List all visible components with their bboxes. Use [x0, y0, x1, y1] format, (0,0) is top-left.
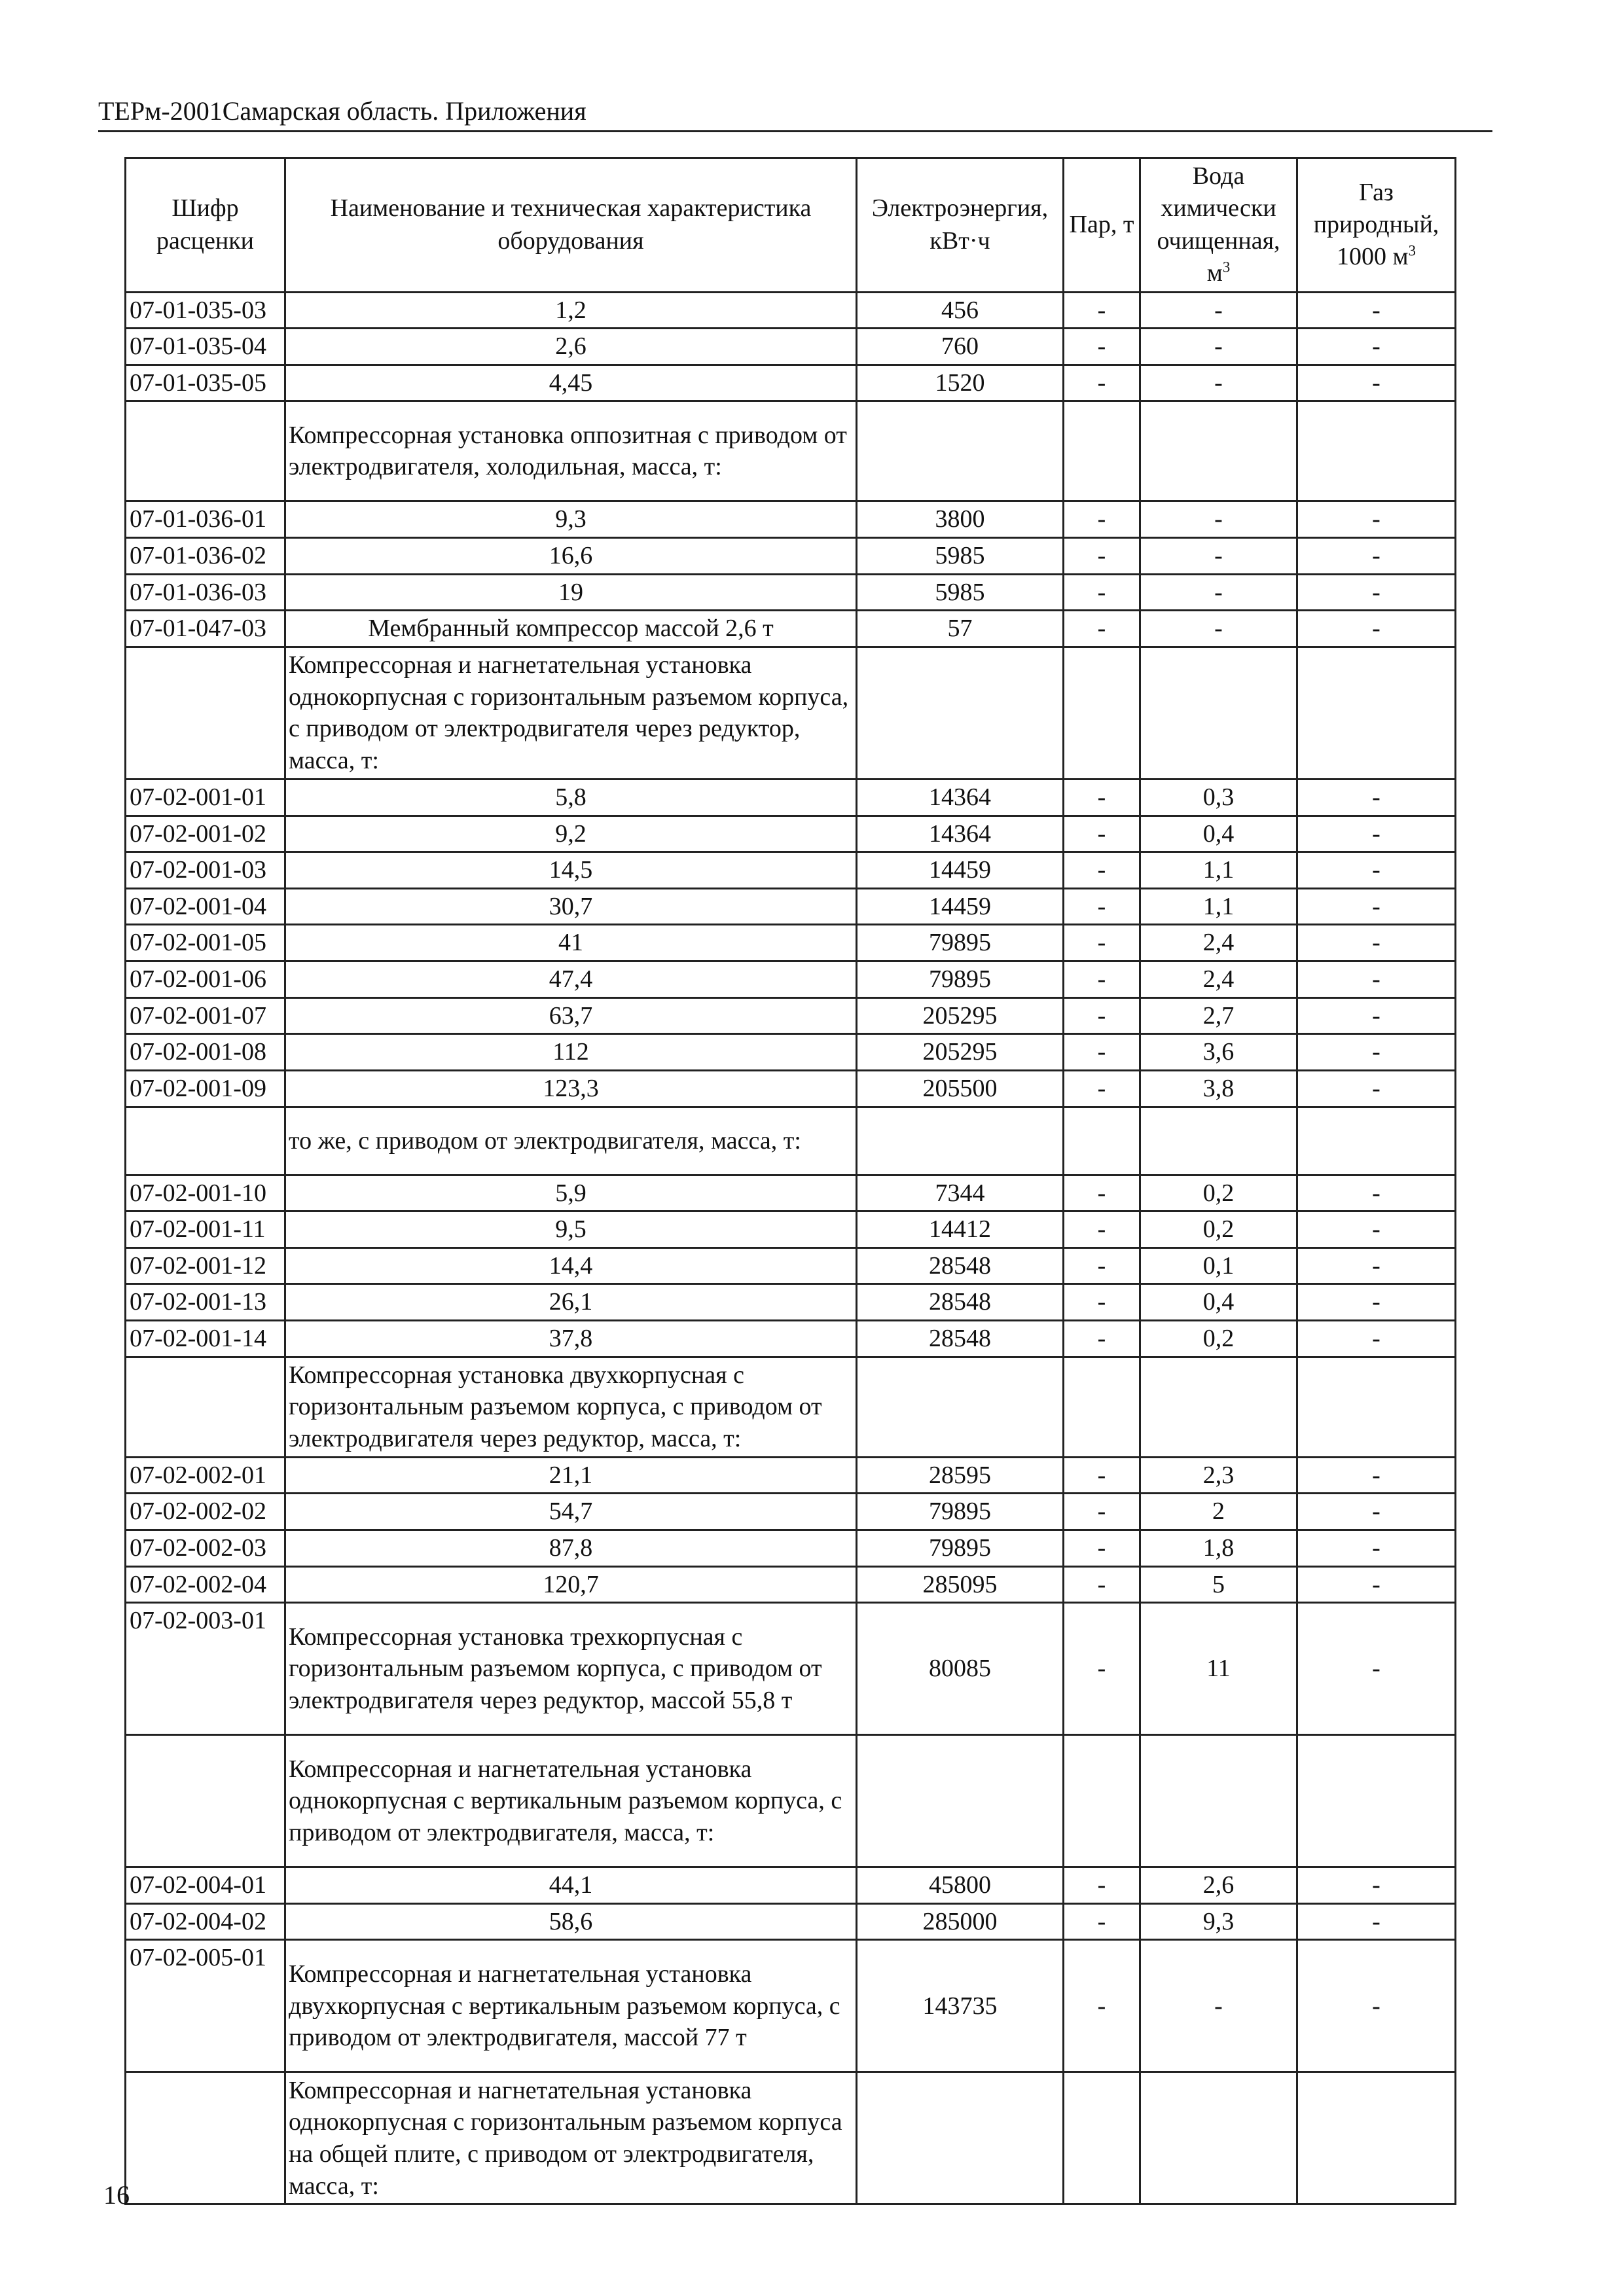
table-body: [126, 292, 1456, 2204]
group-description: Компрессорная установка двухкорпусная с горизонтальным разъемом корпуса, с приводом от электродвигателя через редуктор, масса, т:: [285, 1357, 857, 1457]
cell-gas: -: [1297, 852, 1456, 889]
cell-name: 2,6: [285, 329, 857, 365]
cell-water: 0,4: [1140, 816, 1297, 852]
cell-electricity: 5985: [857, 574, 1064, 611]
cell-electricity: 1520: [857, 365, 1064, 401]
table-row: [126, 925, 1456, 961]
cell-electricity: 285095: [857, 1566, 1064, 1603]
cell-gas: -: [1297, 1457, 1456, 1494]
cell-name: 19: [285, 574, 857, 611]
empty-cell: [1297, 647, 1456, 779]
empty-cell: [857, 647, 1064, 779]
cell-water: 0,2: [1140, 1321, 1297, 1357]
table-row: [126, 1903, 1456, 1940]
header-gas: [1297, 158, 1456, 293]
empty-cell: [1140, 1357, 1297, 1457]
cell-code: 07-02-002-01: [126, 1457, 285, 1494]
cell-water: 3,8: [1140, 1070, 1297, 1107]
header-water-label: Вода химически очищенная, м: [1157, 162, 1280, 287]
cell-electricity: 3800: [857, 501, 1064, 538]
table-row: [126, 1603, 1456, 1735]
table-row: [126, 574, 1456, 611]
cell-electricity: 57: [857, 611, 1064, 647]
cell-name: 14,4: [285, 1247, 857, 1284]
cell-gas: -: [1297, 365, 1456, 401]
cell-gas: -: [1297, 1034, 1456, 1071]
cell-gas: -: [1297, 1175, 1456, 1211]
cell-name: 9,2: [285, 816, 857, 852]
cell-code: 07-01-035-03: [126, 292, 285, 329]
cell-gas: -: [1297, 1070, 1456, 1107]
cell-water: 2,6: [1140, 1867, 1297, 1904]
cell-code: 07-02-001-11: [126, 1211, 285, 1248]
cell-gas: -: [1297, 1603, 1456, 1735]
cell-water: 1,1: [1140, 888, 1297, 925]
cell-gas: -: [1297, 1211, 1456, 1248]
cell-electricity: 205295: [857, 1034, 1064, 1071]
cell-steam: -: [1064, 538, 1140, 575]
empty-cell: [126, 1735, 285, 1867]
cell-electricity: 205500: [857, 1070, 1064, 1107]
cell-code: 07-02-001-02: [126, 816, 285, 852]
cell-steam: -: [1064, 1530, 1140, 1566]
table-group-row: [126, 2072, 1456, 2204]
table-group-row: [126, 401, 1456, 501]
cell-code: 07-02-001-08: [126, 1034, 285, 1071]
cell-name: 26,1: [285, 1284, 857, 1321]
cell-steam: -: [1064, 925, 1140, 961]
empty-cell: [1064, 647, 1140, 779]
cell-electricity: 14364: [857, 779, 1064, 816]
cell-code: 07-02-001-12: [126, 1247, 285, 1284]
table-row: [126, 365, 1456, 401]
empty-cell: [1297, 1357, 1456, 1457]
empty-cell: [1140, 647, 1297, 779]
table-row: [126, 538, 1456, 575]
empty-cell: [1064, 1107, 1140, 1175]
empty-cell: [1064, 1735, 1140, 1867]
cell-gas: -: [1297, 501, 1456, 538]
table-row: [126, 1494, 1456, 1530]
cell-water: -: [1140, 292, 1297, 329]
page-header-title: ТЕРм-2001Самарская область. Приложения: [98, 96, 586, 126]
cell-electricity: 28548: [857, 1321, 1064, 1357]
empty-cell: [1297, 401, 1456, 501]
cell-steam: -: [1064, 329, 1140, 365]
cell-electricity: 760: [857, 329, 1064, 365]
cell-steam: -: [1064, 1903, 1140, 1940]
cell-code: 07-02-002-04: [126, 1566, 285, 1603]
cell-electricity: 14412: [857, 1211, 1064, 1248]
cell-name: 58,6: [285, 1903, 857, 1940]
cell-name: 4,45: [285, 365, 857, 401]
cell-steam: -: [1064, 816, 1140, 852]
cell-steam: -: [1064, 997, 1140, 1034]
cell-name: 16,6: [285, 538, 857, 575]
cell-water: -: [1140, 538, 1297, 575]
cell-gas: -: [1297, 1321, 1456, 1357]
cell-water: 2,4: [1140, 961, 1297, 998]
empty-cell: [126, 401, 285, 501]
cell-code: 07-02-004-01: [126, 1867, 285, 1904]
cell-water: 0,2: [1140, 1211, 1297, 1248]
table-row: [126, 611, 1456, 647]
cell-steam: -: [1064, 852, 1140, 889]
cell-water: 3,6: [1140, 1034, 1297, 1071]
cell-electricity: 5985: [857, 538, 1064, 575]
table-row: [126, 1867, 1456, 1904]
cell-name: 54,7: [285, 1494, 857, 1530]
cell-steam: -: [1064, 1603, 1140, 1735]
cell-electricity: 45800: [857, 1867, 1064, 1904]
cell-steam: -: [1064, 779, 1140, 816]
empty-cell: [1297, 1107, 1456, 1175]
cell-gas: -: [1297, 1284, 1456, 1321]
empty-cell: [857, 1735, 1064, 1867]
empty-cell: [126, 2072, 285, 2204]
cell-steam: -: [1064, 1321, 1140, 1357]
cell-steam: -: [1064, 961, 1140, 998]
cell-code: 07-01-036-01: [126, 501, 285, 538]
table-row: [126, 1457, 1456, 1494]
cell-steam: -: [1064, 1211, 1140, 1248]
cell-name: 14,5: [285, 852, 857, 889]
cell-gas: -: [1297, 1566, 1456, 1603]
cell-steam: -: [1064, 1940, 1140, 2072]
cell-steam: -: [1064, 1566, 1140, 1603]
cell-code: 07-02-004-02: [126, 1903, 285, 1940]
cell-water: 0,1: [1140, 1247, 1297, 1284]
cell-water: 2: [1140, 1494, 1297, 1530]
cell-steam: -: [1064, 1284, 1140, 1321]
cell-water: 2,7: [1140, 997, 1297, 1034]
cell-water: -: [1140, 1940, 1297, 2072]
cell-name: 37,8: [285, 1321, 857, 1357]
table-row: [126, 1530, 1456, 1566]
resource-norms-table: [124, 157, 1456, 2205]
empty-cell: [1297, 2072, 1456, 2204]
cell-water: -: [1140, 365, 1297, 401]
cell-water: 1,1: [1140, 852, 1297, 889]
cell-code: 07-02-001-14: [126, 1321, 285, 1357]
cell-gas: -: [1297, 574, 1456, 611]
cell-gas: -: [1297, 961, 1456, 998]
group-description: Компрессорная и нагнетательная установка однокорпусная с вертикальным разъемом корпуса, с приводом от электродвигателя, масса, т:: [285, 1735, 857, 1867]
cell-water: -: [1140, 501, 1297, 538]
cell-gas: -: [1297, 292, 1456, 329]
cell-water: 2,3: [1140, 1457, 1297, 1494]
header-rule: [98, 130, 1492, 132]
cell-name: 63,7: [285, 997, 857, 1034]
cell-name: Мембранный компрессор массой 2,6 т: [285, 611, 857, 647]
cell-name: 5,9: [285, 1175, 857, 1211]
cell-electricity: 456: [857, 292, 1064, 329]
cell-name: 123,3: [285, 1070, 857, 1107]
cell-name: 30,7: [285, 888, 857, 925]
cell-gas: -: [1297, 611, 1456, 647]
cell-gas: -: [1297, 779, 1456, 816]
cell-electricity: 79895: [857, 1530, 1064, 1566]
cell-water: 9,3: [1140, 1903, 1297, 1940]
cell-code: 07-01-035-04: [126, 329, 285, 365]
cell-name: 112: [285, 1034, 857, 1071]
cell-steam: -: [1064, 1034, 1140, 1071]
cell-code: 07-02-001-09: [126, 1070, 285, 1107]
cell-gas: -: [1297, 816, 1456, 852]
table-row: [126, 1211, 1456, 1248]
cell-water: 2,4: [1140, 925, 1297, 961]
cell-steam: -: [1064, 1494, 1140, 1530]
empty-cell: [857, 2072, 1064, 2204]
cell-code: 07-02-001-03: [126, 852, 285, 889]
table-group-row: [126, 1107, 1456, 1175]
cell-name: 9,5: [285, 1211, 857, 1248]
cell-electricity: 14364: [857, 816, 1064, 852]
empty-cell: [1140, 1735, 1297, 1867]
cell-electricity: 28548: [857, 1284, 1064, 1321]
cell-electricity: 79895: [857, 925, 1064, 961]
cell-code: 07-01-036-03: [126, 574, 285, 611]
cell-gas: -: [1297, 329, 1456, 365]
cell-code: 07-02-001-07: [126, 997, 285, 1034]
table-row: [126, 501, 1456, 538]
cell-steam: -: [1064, 611, 1140, 647]
cell-steam: -: [1064, 1175, 1140, 1211]
cell-gas: -: [1297, 1903, 1456, 1940]
group-description: Компрессорная и нагнетательная установка однокорпусная с горизонтальным разъемом корпуса, с приводом от электродвигателя через редуктор, масса, т:: [285, 647, 857, 779]
cell-name: 21,1: [285, 1457, 857, 1494]
cell-name: 1,2: [285, 292, 857, 329]
cell-electricity: 14459: [857, 852, 1064, 889]
cell-code: 07-02-001-01: [126, 779, 285, 816]
table-row: [126, 888, 1456, 925]
header-water: [1140, 158, 1297, 293]
cell-gas: -: [1297, 538, 1456, 575]
header-electricity: Электроэнергия, кВт·ч: [857, 158, 1064, 293]
cell-code: 07-01-036-02: [126, 538, 285, 575]
cell-electricity: 79895: [857, 1494, 1064, 1530]
table-row: [126, 779, 1456, 816]
cell-code: 07-02-003-01: [126, 1603, 285, 1735]
cell-water: -: [1140, 329, 1297, 365]
cell-name: Компрессорная установка трехкорпусная с горизонтальным разъемом корпуса, с приводом от электродвигателя через редуктор, массой 55,8 т: [285, 1603, 857, 1735]
header-gas-label: Газ природный, 1000 м: [1313, 178, 1439, 271]
cell-electricity: 79895: [857, 961, 1064, 998]
table-header-row: [126, 158, 1456, 293]
cell-code: 07-02-002-03: [126, 1530, 285, 1566]
table-row: [126, 1284, 1456, 1321]
cell-code: 07-02-001-04: [126, 888, 285, 925]
header-water-exponent: 3: [1222, 259, 1231, 276]
table-group-row: [126, 1735, 1456, 1867]
cell-code: 07-02-005-01: [126, 1940, 285, 2072]
empty-cell: [126, 1107, 285, 1175]
cell-electricity: 7344: [857, 1175, 1064, 1211]
cell-steam: -: [1064, 365, 1140, 401]
cell-gas: -: [1297, 1940, 1456, 2072]
cell-water: 11: [1140, 1603, 1297, 1735]
table-row: [126, 329, 1456, 365]
table-row: [126, 1070, 1456, 1107]
cell-electricity: 285000: [857, 1903, 1064, 1940]
cell-name: 9,3: [285, 501, 857, 538]
page-number: 16: [103, 2180, 130, 2210]
cell-code: 07-02-001-06: [126, 961, 285, 998]
cell-electricity: 28595: [857, 1457, 1064, 1494]
table-row: [126, 1321, 1456, 1357]
table-group-row: [126, 647, 1456, 779]
table-row: [126, 852, 1456, 889]
cell-gas: -: [1297, 888, 1456, 925]
empty-cell: [857, 1107, 1064, 1175]
cell-name: 5,8: [285, 779, 857, 816]
empty-cell: [1064, 1357, 1140, 1457]
table-row: [126, 816, 1456, 852]
cell-name: 44,1: [285, 1867, 857, 1904]
cell-steam: -: [1064, 574, 1140, 611]
cell-name: 41: [285, 925, 857, 961]
cell-electricity: 14459: [857, 888, 1064, 925]
empty-cell: [857, 1357, 1064, 1457]
group-description: то же, с приводом от электродвигателя, масса, т:: [285, 1107, 857, 1175]
empty-cell: [1064, 2072, 1140, 2204]
empty-cell: [126, 1357, 285, 1457]
table-group-row: [126, 1357, 1456, 1457]
header-gas-exponent: 3: [1408, 242, 1416, 259]
cell-code: 07-02-002-02: [126, 1494, 285, 1530]
cell-water: 0,3: [1140, 779, 1297, 816]
cell-steam: -: [1064, 1247, 1140, 1284]
cell-code: 07-02-001-13: [126, 1284, 285, 1321]
cell-name: 47,4: [285, 961, 857, 998]
cell-steam: -: [1064, 501, 1140, 538]
cell-electricity: 143735: [857, 1940, 1064, 2072]
cell-electricity: 28548: [857, 1247, 1064, 1284]
cell-gas: -: [1297, 1494, 1456, 1530]
cell-steam: -: [1064, 292, 1140, 329]
cell-code: 07-02-001-10: [126, 1175, 285, 1211]
empty-cell: [1140, 2072, 1297, 2204]
empty-cell: [857, 401, 1064, 501]
group-description: Компрессорная и нагнетательная установка однокорпусная с горизонтальным разъемом корпуса на общей плите, с приводом от электродвигателя, масса, т:: [285, 2072, 857, 2204]
table-row: [126, 997, 1456, 1034]
table-row: [126, 1247, 1456, 1284]
header-code: Шифр расценки: [126, 158, 285, 293]
cell-steam: -: [1064, 888, 1140, 925]
table-row: [126, 292, 1456, 329]
cell-gas: -: [1297, 997, 1456, 1034]
cell-electricity: 80085: [857, 1603, 1064, 1735]
cell-steam: -: [1064, 1867, 1140, 1904]
cell-electricity: 205295: [857, 997, 1064, 1034]
cell-water: 5: [1140, 1566, 1297, 1603]
empty-cell: [1297, 1735, 1456, 1867]
empty-cell: [1064, 401, 1140, 501]
cell-water: -: [1140, 574, 1297, 611]
table-row: [126, 1566, 1456, 1603]
cell-code: 07-01-047-03: [126, 611, 285, 647]
cell-gas: -: [1297, 1867, 1456, 1904]
cell-water: 1,8: [1140, 1530, 1297, 1566]
cell-gas: -: [1297, 1530, 1456, 1566]
cell-water: 0,4: [1140, 1284, 1297, 1321]
empty-cell: [1140, 1107, 1297, 1175]
cell-gas: -: [1297, 1247, 1456, 1284]
cell-name: 120,7: [285, 1566, 857, 1603]
table-row: [126, 1034, 1456, 1071]
empty-cell: [126, 647, 285, 779]
cell-water: 0,2: [1140, 1175, 1297, 1211]
cell-gas: -: [1297, 925, 1456, 961]
header-steam: Пар, т: [1064, 158, 1140, 293]
cell-steam: -: [1064, 1070, 1140, 1107]
table-row: [126, 1940, 1456, 2072]
group-description: Компрессорная установка оппозитная с приводом от электродвигателя, холодильная, масса, т:: [285, 401, 857, 501]
header-name: Наименование и техническая характеристика оборудования: [285, 158, 857, 293]
cell-name: Компрессорная и нагнетательная установка двухкорпусная с вертикальным разъемом корпуса, с приводом от электродвигателя, массой 77 т: [285, 1940, 857, 2072]
cell-water: -: [1140, 611, 1297, 647]
table-row: [126, 961, 1456, 998]
cell-steam: -: [1064, 1457, 1140, 1494]
cell-code: 07-01-035-05: [126, 365, 285, 401]
empty-cell: [1140, 401, 1297, 501]
cell-code: 07-02-001-05: [126, 925, 285, 961]
table-row: [126, 1175, 1456, 1211]
cell-name: 87,8: [285, 1530, 857, 1566]
